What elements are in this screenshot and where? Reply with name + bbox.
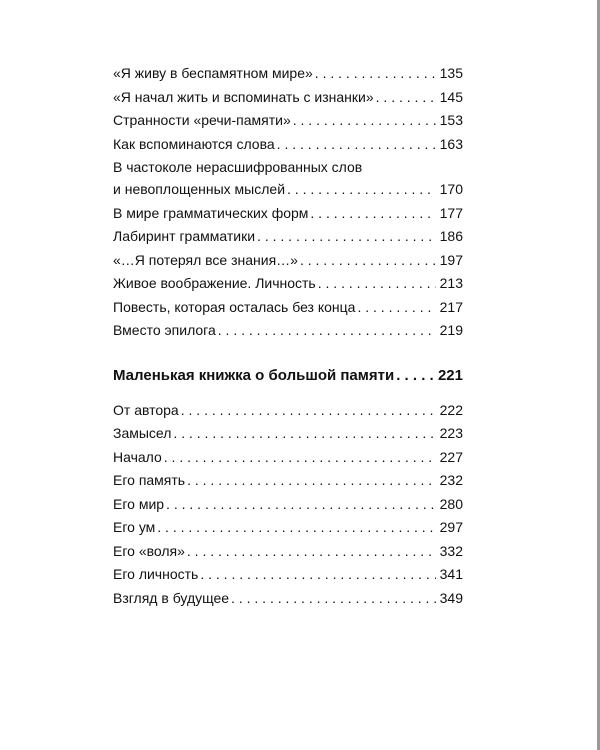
toc-entry-page: 197 bbox=[439, 251, 463, 268]
toc-entry bbox=[113, 399, 463, 421]
section-heading-page: 221 bbox=[437, 366, 463, 384]
dot-leader bbox=[231, 587, 436, 609]
section-heading-title: Маленькая книжка о большой памяти bbox=[113, 366, 395, 384]
toc-entry-title: «…Я потерял все знания…» bbox=[113, 251, 298, 268]
toc-entry-page: 219 bbox=[439, 322, 463, 338]
toc-entry-page: 145 bbox=[439, 88, 463, 105]
dot-leader bbox=[310, 202, 435, 224]
toc-entry-title: Его личность bbox=[113, 566, 199, 582]
toc-entry-title: Странности «речи-памяти» bbox=[113, 112, 291, 128]
toc-entry-page: 186 bbox=[439, 228, 463, 244]
toc-entry-page: 135 bbox=[439, 65, 463, 81]
toc-entry-title: Начало bbox=[113, 448, 162, 465]
toc-entry-title: Его ум bbox=[113, 519, 156, 535]
toc-entry-title: Его мир bbox=[113, 495, 165, 512]
toc-entry-title: Вместо эпилога bbox=[113, 322, 216, 338]
toc-entry bbox=[113, 516, 463, 538]
toc-entry bbox=[113, 249, 463, 271]
toc-entry bbox=[113, 86, 463, 108]
dot-leader bbox=[277, 133, 436, 155]
dot-leader bbox=[257, 225, 436, 247]
dot-leader bbox=[173, 422, 435, 444]
toc-entry bbox=[113, 319, 463, 341]
dot-leader bbox=[218, 319, 436, 341]
toc-entry bbox=[113, 563, 463, 585]
toc-entry-title-line1: В частоколе нерасшифрованных слов bbox=[113, 159, 363, 175]
toc-entry-title: Лабиринт грамматики bbox=[113, 228, 256, 244]
toc-entry-page: 280 bbox=[439, 495, 463, 512]
dot-leader bbox=[181, 399, 436, 421]
toc-entry-title: и невоплощенных мыслей bbox=[113, 181, 286, 197]
toc-entry-page: 341 bbox=[439, 566, 463, 582]
section-spacer bbox=[113, 343, 463, 365]
toc-entry-title: От автора bbox=[113, 401, 179, 418]
toc-entry bbox=[113, 446, 463, 468]
toc-entry-page: 223 bbox=[439, 425, 463, 441]
toc-entry bbox=[113, 202, 463, 224]
dot-leader bbox=[376, 86, 436, 108]
toc-entry-page: 332 bbox=[439, 542, 463, 559]
toc-entry-page: 349 bbox=[439, 589, 463, 606]
toc-entry-title: Его память bbox=[113, 472, 186, 488]
toc-entry bbox=[113, 422, 463, 444]
toc-entry-title: Повесть, которая осталась без конца bbox=[113, 298, 356, 315]
toc-entry-title: Замысел bbox=[113, 425, 172, 441]
dot-leader bbox=[166, 493, 436, 515]
dot-leader bbox=[293, 109, 436, 131]
toc-entry-page: 213 bbox=[439, 275, 463, 291]
dot-leader bbox=[200, 563, 435, 585]
toc-entry bbox=[113, 296, 463, 318]
dot-leader bbox=[315, 62, 436, 84]
toc-entry-title: Как вспоминаются слова bbox=[113, 135, 275, 152]
dot-leader bbox=[318, 272, 436, 294]
toc-entry bbox=[113, 540, 463, 562]
toc-entry-title: Живое воображение. Личность bbox=[113, 275, 316, 291]
toc-entry bbox=[113, 587, 463, 609]
dot-leader bbox=[396, 365, 434, 387]
dot-leader bbox=[164, 446, 436, 468]
toc-entry-page: 227 bbox=[439, 448, 463, 465]
toc-entry-page: 217 bbox=[439, 298, 463, 315]
toc-entry-title: Его «воля» bbox=[113, 542, 185, 559]
toc-entry-page: 222 bbox=[439, 401, 463, 418]
dot-leader bbox=[357, 296, 435, 318]
toc-entry-page: 297 bbox=[439, 519, 463, 535]
toc-entry-page: 170 bbox=[439, 181, 463, 197]
toc-entry bbox=[113, 133, 463, 155]
toc-entry bbox=[113, 109, 463, 131]
toc-entry bbox=[113, 62, 463, 84]
toc-entry-page: 163 bbox=[439, 135, 463, 152]
section-heading bbox=[113, 365, 463, 387]
dot-leader bbox=[287, 178, 436, 200]
toc-entry-page: 153 bbox=[439, 112, 463, 128]
toc-entry-title: «Я начал жить и вспоминать с изнанки» bbox=[113, 88, 374, 105]
toc-entry bbox=[113, 493, 463, 515]
dot-leader bbox=[187, 540, 436, 562]
dot-leader bbox=[157, 516, 435, 538]
toc-entry-title: В мире грамматических форм bbox=[113, 204, 309, 221]
dot-leader bbox=[300, 249, 436, 271]
toc-entry-title: Взгляд в будущее bbox=[113, 589, 230, 606]
toc-entry bbox=[113, 469, 463, 491]
toc-entry-page: 177 bbox=[439, 204, 463, 221]
toc-entry bbox=[113, 225, 463, 247]
toc-entry-title: «Я живу в беспамятном мире» bbox=[113, 65, 313, 81]
table-of-contents bbox=[113, 62, 463, 610]
toc-entry-page: 232 bbox=[439, 472, 463, 488]
dot-leader bbox=[187, 469, 436, 491]
toc-entry bbox=[113, 156, 463, 200]
toc-entry bbox=[113, 272, 463, 294]
